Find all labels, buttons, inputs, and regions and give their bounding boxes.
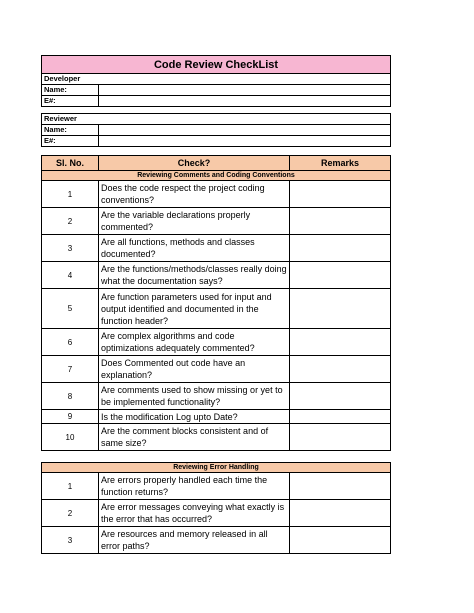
- remarks-cell[interactable]: [290, 356, 391, 383]
- reviewer-name-label: Name:: [42, 125, 99, 136]
- developer-name-field[interactable]: [99, 85, 391, 96]
- remarks-cell[interactable]: [290, 262, 391, 289]
- check-item: Does the code respect the project coding conventions?: [99, 181, 290, 208]
- row-number: 3: [42, 527, 99, 554]
- row-number: 1: [42, 181, 99, 208]
- row-number: 3: [42, 235, 99, 262]
- check-item: Are function parameters used for input and output identified and documented in the function header?: [99, 289, 290, 329]
- section-title-comments: Reviewing Comments and Coding Conventions: [42, 171, 391, 181]
- header-check: Check?: [99, 156, 290, 171]
- check-item: Are resources and memory released in all error paths?: [99, 527, 290, 554]
- reviewer-table: [41, 113, 391, 147]
- row-number: 5: [42, 289, 99, 329]
- developer-eid-label: E#:: [42, 96, 99, 107]
- row-number: 10: [42, 424, 99, 451]
- check-item: Are the functions/methods/classes really doing what the documentation says?: [99, 262, 290, 289]
- section-title-error-handling: Reviewing Error Handling: [42, 463, 391, 473]
- reviewer-name-field[interactable]: [99, 125, 391, 136]
- check-item: Does Commented out code have an explanation?: [99, 356, 290, 383]
- row-number: 7: [42, 356, 99, 383]
- remarks-cell[interactable]: [290, 473, 391, 500]
- remarks-cell[interactable]: [290, 329, 391, 356]
- remarks-cell[interactable]: [290, 383, 391, 410]
- page-title: Code Review CheckList: [42, 56, 391, 74]
- row-number: 9: [42, 410, 99, 424]
- check-item: Are errors properly handled each time the function returns?: [99, 473, 290, 500]
- remarks-cell[interactable]: [290, 181, 391, 208]
- check-item: Are all functions, methods and classes documented?: [99, 235, 290, 262]
- check-item: Are error messages conveying what exactly is the error that has occurred?: [99, 500, 290, 527]
- reviewer-eid-field[interactable]: [99, 136, 391, 147]
- row-number: 2: [42, 500, 99, 527]
- developer-table: [41, 55, 391, 107]
- reviewer-eid-label: E#:: [42, 136, 99, 147]
- check-item: Are the comment blocks consistent and of same size?: [99, 424, 290, 451]
- header-remarks: Remarks: [290, 156, 391, 171]
- check-item: Are the variable declarations properly commented?: [99, 208, 290, 235]
- row-number: 2: [42, 208, 99, 235]
- remarks-cell[interactable]: [290, 424, 391, 451]
- checklist-table: [41, 155, 391, 451]
- row-number: 6: [42, 329, 99, 356]
- check-item: Is the modification Log upto Date?: [99, 410, 290, 424]
- header-sl-no: Sl. No.: [42, 156, 99, 171]
- developer-heading: Developer: [42, 74, 391, 85]
- remarks-cell[interactable]: [290, 527, 391, 554]
- remarks-cell[interactable]: [290, 410, 391, 424]
- remarks-cell[interactable]: [290, 235, 391, 262]
- remarks-cell[interactable]: [290, 500, 391, 527]
- row-number: 1: [42, 473, 99, 500]
- error-handling-table: [41, 462, 391, 554]
- check-item: Are complex algorithms and code optimizations adequately commented?: [99, 329, 290, 356]
- row-number: 4: [42, 262, 99, 289]
- check-item: Are comments used to show missing or yet to be implemented functionality?: [99, 383, 290, 410]
- remarks-cell[interactable]: [290, 208, 391, 235]
- developer-name-label: Name:: [42, 85, 99, 96]
- row-number: 8: [42, 383, 99, 410]
- remarks-cell[interactable]: [290, 289, 391, 329]
- developer-eid-field[interactable]: [99, 96, 391, 107]
- reviewer-heading: Reviewer: [42, 114, 391, 125]
